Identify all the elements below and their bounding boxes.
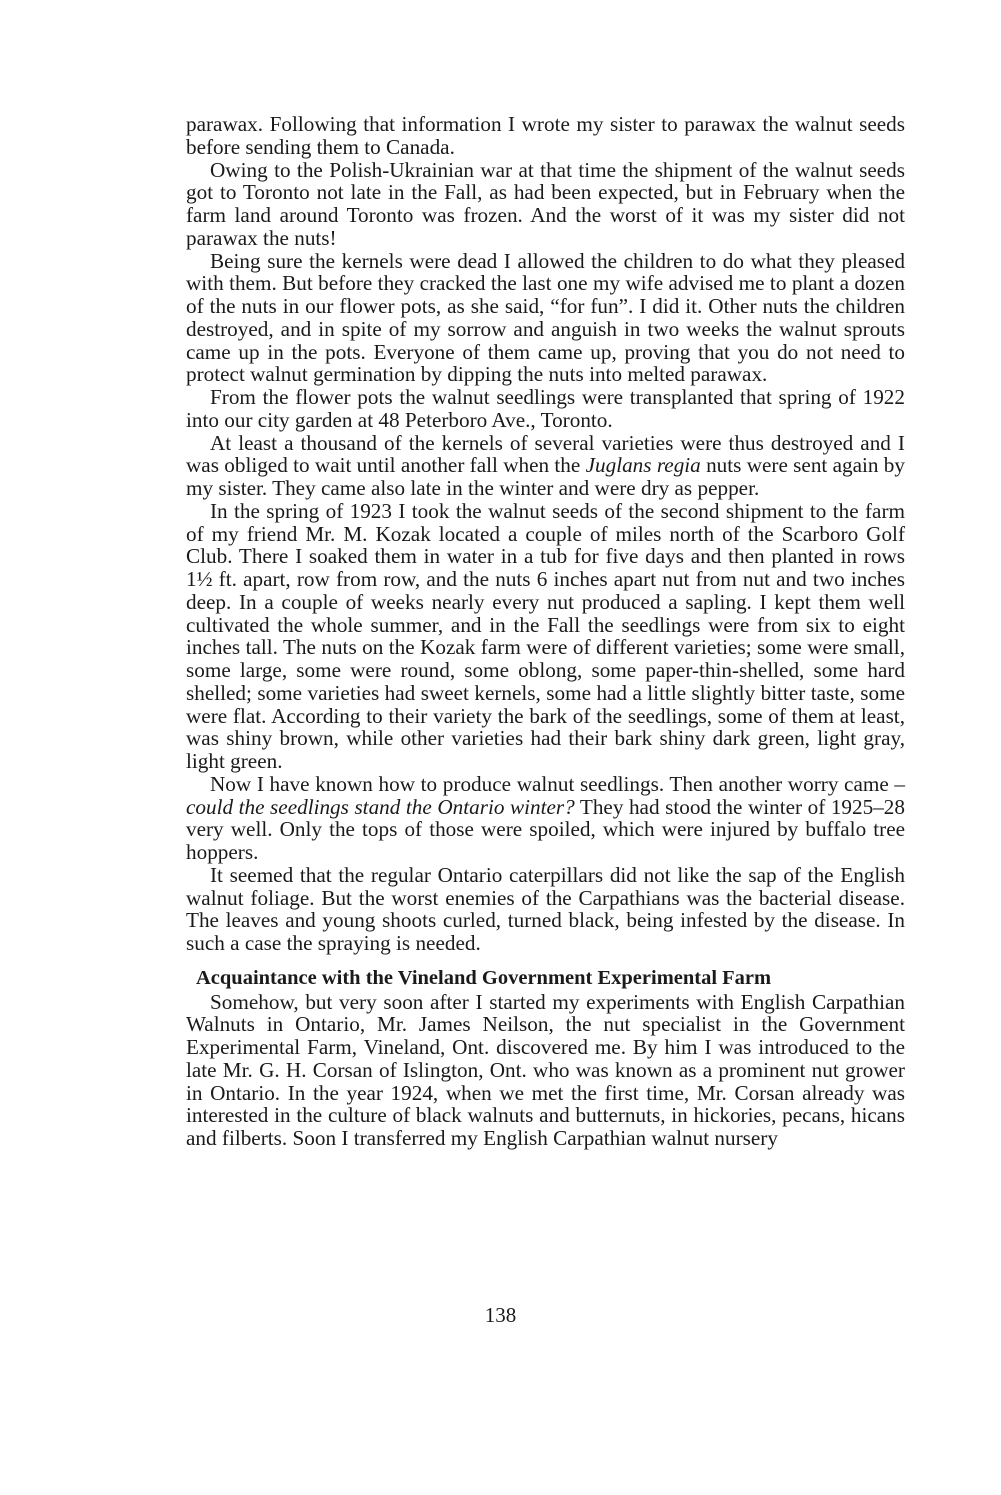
paragraph: Being sure the kernels were dead I allowed the children to do what they pleased with them. But before they cracked the last one my wife advised me to plant a dozen of the nuts in our flower pots, as she said, “for fun”. I did it. Other nuts the children destroyed, and in spite of my sorrow and anguish in two weeks the walnut sprouts came up in the pots. Everyone of them came up, proving that you do not need to protect walnut germination by dipping the nuts into melted parawax.: [186, 248, 905, 387]
text-run: At least a thousand of the kernels of several varieties were thus destroyed and I was obliged to wait until another fall when the: [186, 430, 905, 478]
paragraph: parawax. Following that information I wrote my sister to parawax the walnut seeds before sending them to Canada.: [186, 112, 905, 159]
paragraph: It seemed that the regular Ontario caterpillars did not like the sap of the English walnut foliage. But the worst enemies of the Carpathians was the bacterial disease. The leaves and young shoots curled, turned black, being infested by the disease. In such a case the spraying is needed.: [186, 862, 905, 955]
paragraph-winter: [186, 773, 905, 864]
italic-question: could the seedlings stand the Ontario winter?: [186, 794, 575, 819]
paragraph: From the flower pots the walnut seedlings were transplanted that spring of 1922 into our city garden at 48 Peterboro Ave., Toronto.: [186, 385, 905, 432]
text-run: They had stood the winter of 1925–28 very well. Only the tops of those were spoiled, which were injured by buffalo tree hoppers.: [186, 794, 905, 864]
section-heading: Acquaintance with the Vineland Government Experimental Farm: [196, 966, 772, 989]
text-run: nuts were sent again by my sister. They came also late in the winter and were dry as pepper.: [186, 453, 905, 500]
paragraph: In the spring of 1923 I took the walnut seeds of the second shipment to the farm of my friend Mr. M. Kozak located a couple of miles north of the Scarboro Golf Club. There I soaked them in water in a tub for five days and then planted in rows 1½ ft. apart, row from row, and the nuts 6 inches apart nut from nut and two inches deep. In a couple of weeks nearly every nut produced a sapling. I kept them well cultivated the whole summer, and in the Fall the seedlings were from six to eight inches tall. The nuts on the Kozak farm were of different varieties; some were small, some large, some were round, some oblong, some paper-thin-shelled, some hard shelled; some varieties had sweet kernels, some had a little slightly bitter taste, some were flat. According to their variety the bark of the seedlings, some of them at least, was shiny brown, while other varieties had their bark shiny dark green, light gray, light green.: [186, 498, 905, 773]
paragraph-juglans: [186, 432, 905, 500]
text-run: Now I have known how to produce walnut seedlings. Then another worry came –: [210, 771, 905, 796]
paragraph: Owing to the Polish-Ukrainian war at that time the shipment of the walnut seeds got to Toronto not late in the Fall, as had been expected, but in February when the farm land around Toronto was frozen. And the worst of it was my sister did not parawax the nuts!: [186, 157, 905, 250]
paragraph: Somehow, but very soon after I started my experiments with English Carpathian Walnuts in Ontario, Mr. James Neilson, the nut specialist in the Government Experimental Farm, Vineland, Ont. discovered me. By him I was introduced to the late Mr. G. H. Corsan of Islington, Ont. who was known as a prominent nut grower in Ontario. In the year 1924, when we met the first time, Mr. Corsan already was interested in the culture of black walnuts and butternuts, in hickories, pecans, hicans and filberts. Soon I transferred my English Carpathian walnut nursery: [186, 989, 905, 1150]
page-body: [186, 113, 905, 1150]
italic-species-name: Juglans regia: [585, 453, 701, 478]
page-number: 138: [484, 1303, 517, 1327]
